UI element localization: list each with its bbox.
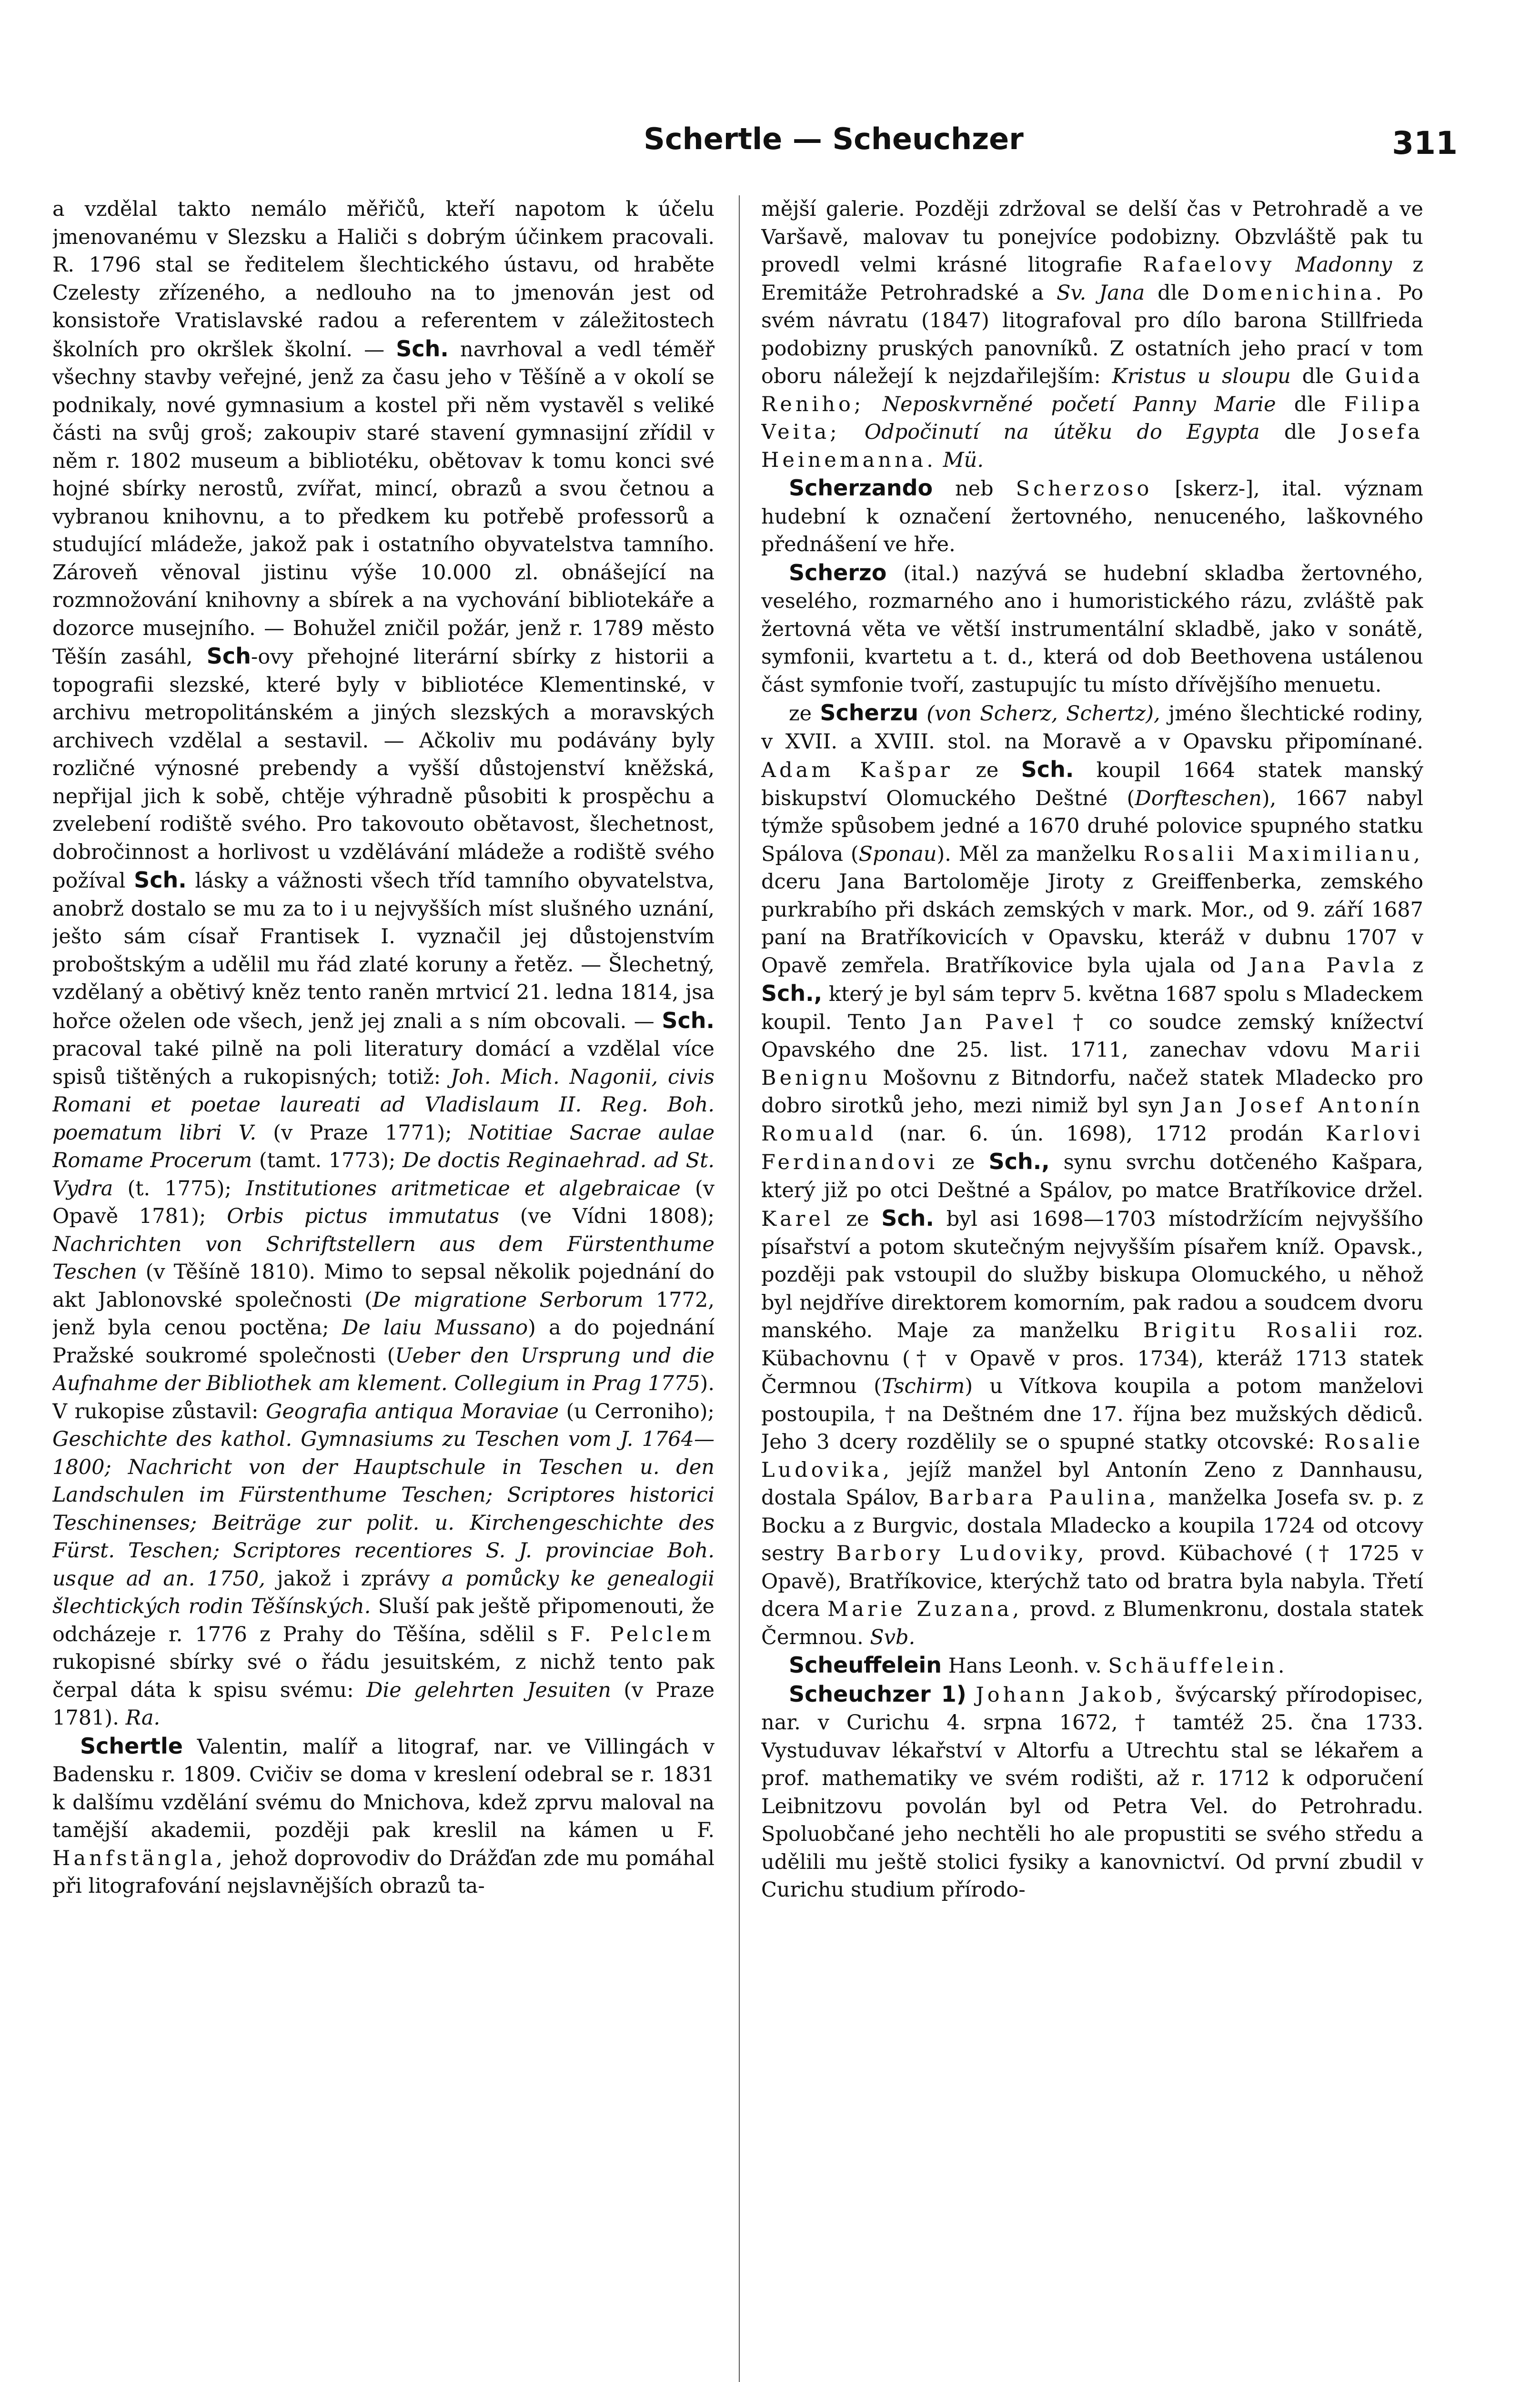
left-column xyxy=(52,195,715,2382)
headword: Scherzo xyxy=(789,559,887,585)
paragraph-schertle-continued: a vzdělal takto nemálo měřičů, kteří napotom k účelu jmenovanému v Slezsku a Haliči s dobrým účinkem pracovali. R. 1796 stal se ředitelem šlechtického ústavu, od hraběte Czelesty zřízeného, a nedlouho na to jmenován jest od konsistoře Vratislavské radou a referentem v záležitostech školních pro okršlek školní. — Sch. navrhoval a vedl téměř všechny stavby veřejné, jenž za času jeho v Těšíně a v okolí se podnikaly, nové gymnasium a kostel při něm vystavěl s veliké části na svůj groš; zakoupiv staré stavení gymnasijní zřídil v něm r. 1802 museum a bibliotéku, obětovav k tomu konci své hojné sbírky nerostů, zvířat, mincí, obrazů a svou četnou a vybranou knihovnu, a to předkem ku potřebě professorů a studující mládeže, jakož pak i ostatního obyvatelstva tamního. Zároveň věnoval jistinu výše 10.000 zl. obnášející na rozmnožování knihovny a sbírek a na vychování bibliotekáře a dozorce musejního. — Bohužel zničil požár, jenž r. 1789 město Těšín zasáhl, Sch-ovy přehojné literární sbírky z historii a topografii slezské, které byly v bibliotéce Klementinské, v archivu metropolitánském a jiných slezských a moravských archivech vzdělal a sestavil. — Ačkoliv mu podávány byly rozličné výnosné prebendy a vyšší důstojenství kněžská, nepřijal jich k sobě, chtěje výhradně působiti k prospěchu a zvelebení rodiště svého. Pro takovouto obětavost, šlechetnost, dobročinnost a horlivost u vzdělávání mládeže a rodiště svého požíval Sch. lásky a vážnosti všech tříd tamního obyvatelstva, anobrž dostalo se mu za to i u nejvyšších míst slušného uznání, ješto sám císař Frantisek I. vyznačil jej důstojenstvím proboštským a udělil mu řád zlaté koruny a řetěz. — Šlechetný, vzdělaný a obětivý kněz tento raněn mrtvicí 21. ledna 1814, jsa hořce oželen ode všech, jenž jej znali a s ním obcovali. — Sch. pracoval také pilně na poli literatury domácí a vzdělal více spisů tištěných a rukopisných; totiž: Joh. Mich. Nagonii, civis Romani et poetae laureati ad Vladislaum II. Reg. Boh. poematum libri V. (v Praze 1771); Notitiae Sacrae aulae Romame Procerum (tamt. 1773); De doctis Reginaehrad. ad St. Vydra (t. 1775); Institutiones aritmeticae et algebraicae (v Opavě 1781); Orbis pictus immutatus (ve Vídni 1808); Nachrichten von Schriftstellern aus dem Fürstenthume Teschen (v Těšíně 1810). Mimo to sepsal několik pojednání do akt Jablonovské společnosti (De migratione Serborum 1772, jenž byla cenou poctěna; De laiu Mussano) a do pojednání Pražské soukromé společnosti (Ueber den Ursprung und die Aufnahme der Bibliothek am klement. Collegium in Prag 1775). V rukopise zůstavil: Geografia antiqua Moraviae (u Cerroniho); Geschichte des kathol. Gymnasiums zu Teschen vom J. 1764—1800; Nachricht von der Hauptschule in Teschen u. den Landschulen im Fürstenthume Teschen; Scriptores historici Teschinenses; Beiträge zur polit. u. Kirchengeschichte des Fürst. Teschen; Scriptores recentiores S. J. provinciae Boh. usque ad an. 1750, jakož i zprávy a pomůcky ke genealogii šlechtických rodin Těšínských. Sluší pak ještě připomenouti, že odcházeje r. 1776 z Prahy do Těšína, sdělil s F. Pelclem rukopisné sbírky své o řádu jesuitském, z nichž tento pak čerpal dáta k spisu svému: Die gelehrten Jesuiten (v Praze 1781). Ra. xyxy=(52,197,715,1730)
paragraph-schertle-end: mější galerie. Později zdržoval se delší čas v Petrohradě a ve Varšavě, malovav tu ponejvíce podobizny. Obzvláště pak tu provedl velmi krásné litografie Rafaelovy Madonny z Eremitáže Petrohradské a Sv. Jana dle Domenichina. Po svém návratu (1847) litografoval pro dílo barona Stillfrieda podobizny pruských panovníků. Z ostatních jeho prací v tom oboru náležejí k nejzdařilejším: Kristus u sloupu dle Guida Reniho; Neposkvrněné početí Panny Marie dle Filipa Veita; Odpočinutí na útěku do Egypta dle Josefa Heinemanna. Mü. xyxy=(761,197,1423,472)
entry-scheuffelein: Scheuffelein Hans Leonh. v. Schäuffelein. xyxy=(789,1652,1288,1678)
headword: Scherzando xyxy=(789,475,933,501)
right-column xyxy=(761,195,1423,2382)
entry-scherzo: Scherzo (ital.) nazývá se hudební skladba žertovného, veselého, rozmarného ano i humoristického rázu, zvláště pak žertovná věta ve větší instrumentální skladbě, jako v sonátě, symfonii, kvartetu a t. d., která od dob Beethovena ustálenou část symfonie tvoří, zastupujíc tu místo dřívějšího menuetu. xyxy=(761,559,1423,697)
entry-scherzando: Scherzando neb Scherzoso [skerz-], ital. význam hudební k označení žertovného, nenuceného, laškovného přednášení ve hře. xyxy=(761,475,1423,556)
running-head: Schertle — Scheuchzer xyxy=(644,121,1024,156)
entry-schertle-valentin: Schertle Valentin, malíř a litograf, nar. ve Villingách v Badensku r. 1809. Cvičiv se doma v kreslení odebral se r. 1831 k dalšímu vzdělání svému do Mnichova, kdež zprvu maloval na tamější akademii, později pak kreslil na kámen u F. Hanfstängla, jehož doprovodiv do Drážďan zde mu pomáhal při litografování nejslavnějších obrazů ta- xyxy=(52,1733,715,1898)
entry-scheuchzer: Scheuchzer 1) Johann Jakob, švýcarský přírodopisec, nar. v Curichu 4. srpna 1672, † tamtéž 25. čna 1733. Vystuduvav lékařství v Altorfu a Utrechtu stal se lékařem a prof. mathematiky ve svém rodišti, až r. 1712 k odporučení Leibnitzovu povolán byl od Petra Vel. do Petrohradu. Spoluobčané jeho nechtěli ho ale propustiti se svého středu a udělili mu ještě stolici fysiky a kanovnictví. Od první zbudil v Curichu studium přírodo- xyxy=(761,1681,1423,1902)
page-number: 311 xyxy=(1392,125,1458,161)
author-signature: Svb. xyxy=(870,1625,916,1649)
headword: Schertle xyxy=(80,1733,183,1759)
author-signature: Mü. xyxy=(943,448,984,472)
author-signature: Ra. xyxy=(125,1706,161,1730)
column-divider xyxy=(739,195,740,2382)
entry-ze-scherzu: ze Scherzu (von Scherz, Schertz), jméno šlechtické rodiny, v XVII. a XVIII. stol. na Moravě a v Opavsku připomínané. Adam Kašpar ze Sch. koupil 1664 statek manský biskupství Olomuckého Deštné (Dorfteschen), 1667 nabyl týmže spůsobem jedné a 1670 druhé polovice spupného statku Spálova (Sponau). Měl za manželku Rosalii Maximilianu, dceru Jana Bartoloměje Jiroty z Greiffenberka, zemského purkrabího při dskách zemských v mark. Mor., od 9. září 1687 paní na Bratříkovicích v Opavsku, kteráž v dubnu 1707 v Opavě zemřela. Bratříkovice byla ujala od Jana Pavla z Sch., který je byl sám teprv 5. května 1687 spolu s Mladeckem koupil. Tento Jan Pavel † co soudce zemský knížectví Opavského dne 25. list. 1711, zanechav vdovu Marii Benignu Mošovnu z Bitndorfu, načež statek Mladecko pro dobro sirotků jeho, mezi nimiž byl syn Jan Josef Antonín Romuald (nar. 6. ún. 1698), 1712 prodán Karlovi Ferdinandovi ze Sch., synu svrchu dotčeného Kašpara, který již po otci Deštné a Spálov, po matce Bratříkovice držel. Karel ze Sch. byl asi 1698—1703 místodržícím nejvyššího písařství a potom skutečným nejvyšším písařem kníž. Opavsk., později pak vstoupil do služby biskupa Olomuckého, u něhož byl nejdříve direktorem komorním, pak radou a soudcem dvoru manského. Maje za manželku Brigitu Rosalii roz. Kübachovnu († v Opavě v pros. 1734), kteráž 1713 statek Čermnou (Tschirm) u Vítkova koupila a potom manželovi postoupila, † na Deštném dne 17. října bez mužských dědiců. Jeho 3 dcery rozdělily se o spupné statky otcovské: Rosalie Ludovika, jejíž manžel byl Antonín Zeno z Dannhausu, dostala Spálov, Barbara Paulina, manželka Josefa sv. p. z Bocku a z Burgvic, dostala Mladecko a koupila 1724 od otcovy sestry Barbory Ludoviky, provd. Kübachové († 1725 v Opavě), Bratříkovice, kterýchž tato od bratra byla nabyla. Třetí dcera Marie Zuzana, provd. z Blumenkronu, dostala statek Čermnou. Svb. xyxy=(761,700,1423,1649)
cross-reference: Schäuffelein. xyxy=(1108,1654,1288,1678)
headword: Scheuchzer 1) xyxy=(789,1681,966,1707)
headword: Scherzu xyxy=(820,700,918,726)
headword: Scheuffelein xyxy=(789,1652,942,1678)
